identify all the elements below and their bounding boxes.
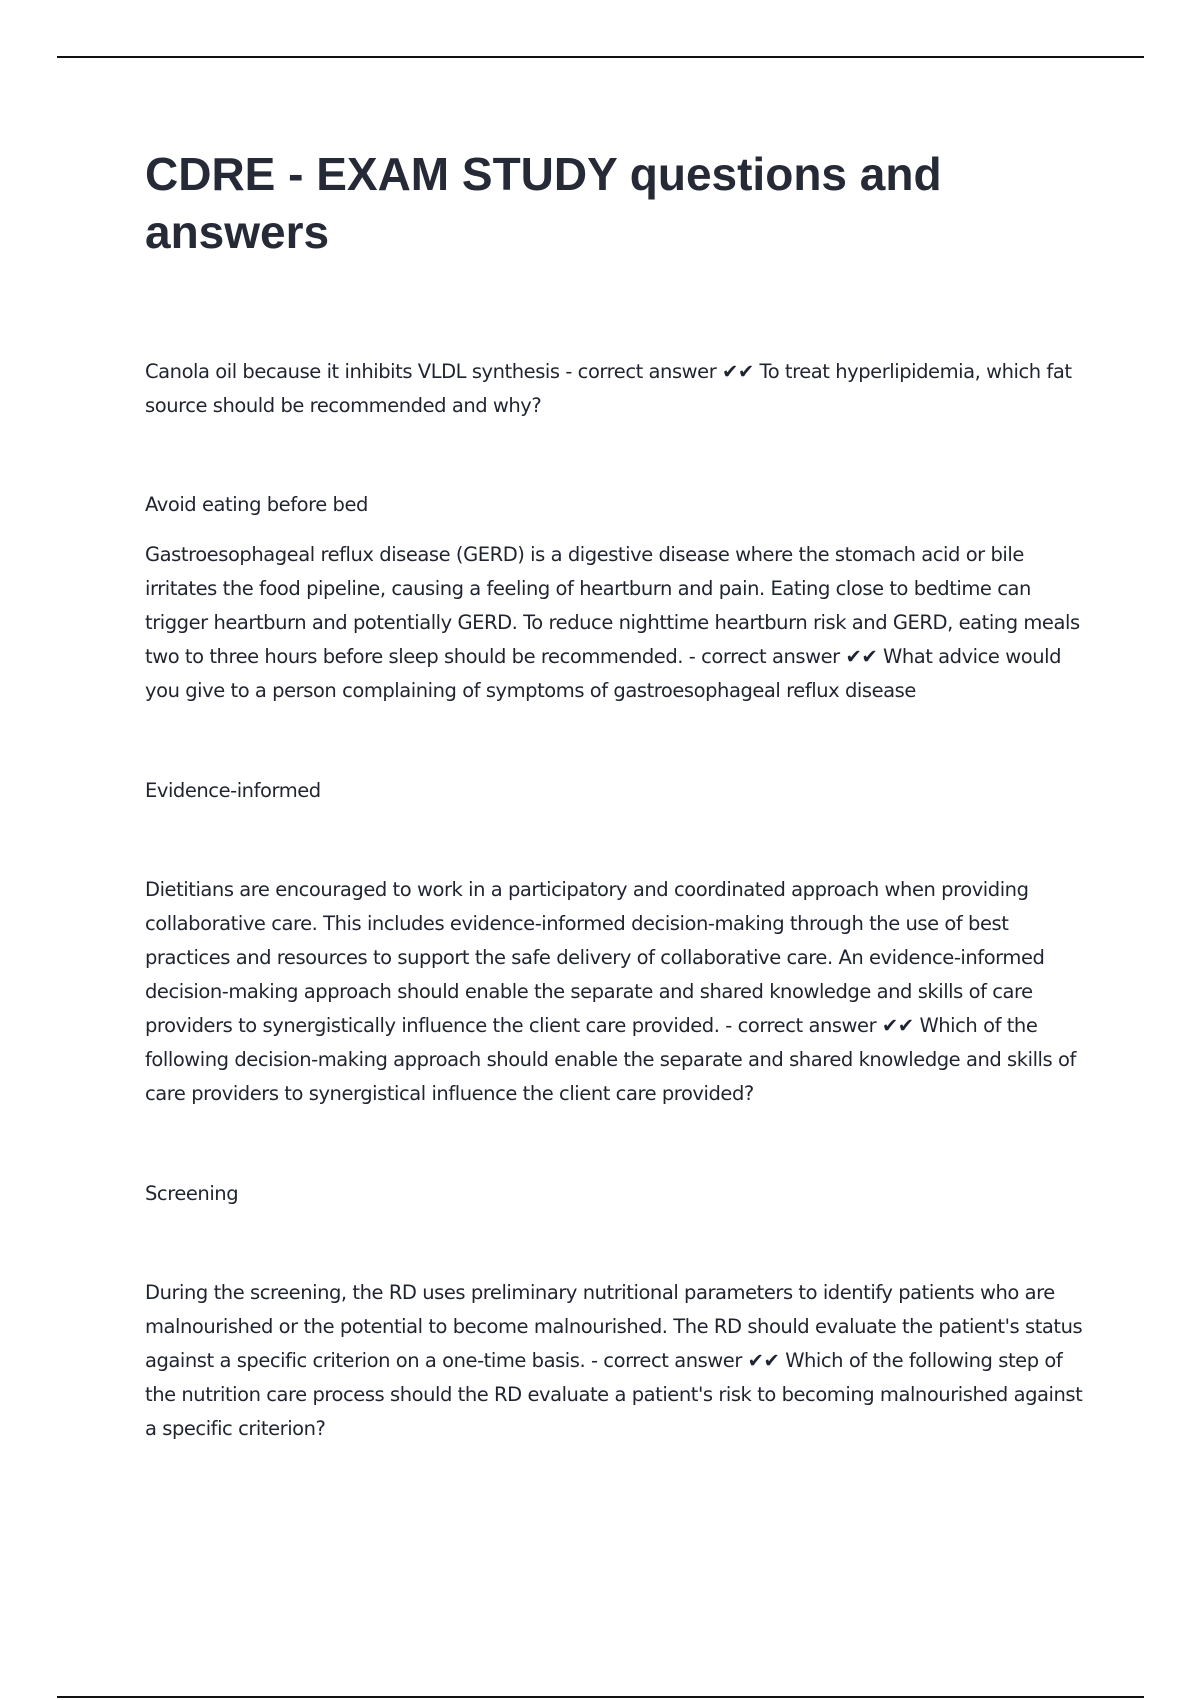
explanation-screening: During the screening, the RD uses preliminary nutritional parameters to identify patients who are malnourished or the potential to become malnourished. The RD should evaluate the patient's status against a specific criterion on a one-time basis. - correct answer ✔✔ Which of the following step of the nutrition care process should the RD evaluate a patient's risk to becoming malnourished against a specific criterion?: [145, 1281, 1083, 1440]
explanation-evidence-informed: Dietitians are encouraged to work in a participatory and coordinated approach when providing collaborative care. This includes evidence-informed decision-making through the use of best practices and resources to support the safe delivery of collaborative care. An evidence-informed decision-making approach should enable the separate and shared knowledge and skills of care providers to synergistically influence the client care provided. - correct answer ✔✔ Which of the following decision-making approach should enable the separate and shared knowledge and skills of care providers to synergistical influence the client care provided?: [145, 878, 1076, 1105]
answer-screening: Screening: [145, 1182, 239, 1205]
answer-evidence-informed: Evidence-informed: [145, 779, 321, 802]
explanation-gerd: Gastroesophageal reflux disease (GERD) is a digestive disease where the stomach acid or bile irritates the food pipeline, causing a feeling of heartburn and pain. Eating close to bedtime can trigger heartburn and potentially GERD. To reduce nighttime heartburn risk and GERD, eating meals two to three hours before sleep should be recommended. - correct answer ✔✔ What advice would you give to a person complaining of symptoms of gastroesophageal reflux disease: [145, 543, 1080, 702]
document-title: CDRE - EXAM STUDY questions and answers: [145, 148, 942, 258]
top-rule: [57, 56, 1144, 58]
answer-avoid-eating-before-bed: Avoid eating before bed: [145, 493, 368, 516]
bottom-rule: [57, 1696, 1144, 1698]
answer-hyperlipidemia: Canola oil because it inhibits VLDL synthesis - correct answer ✔✔ To treat hyperlipidemia, which fat source should be recommended and why?: [145, 360, 1072, 417]
